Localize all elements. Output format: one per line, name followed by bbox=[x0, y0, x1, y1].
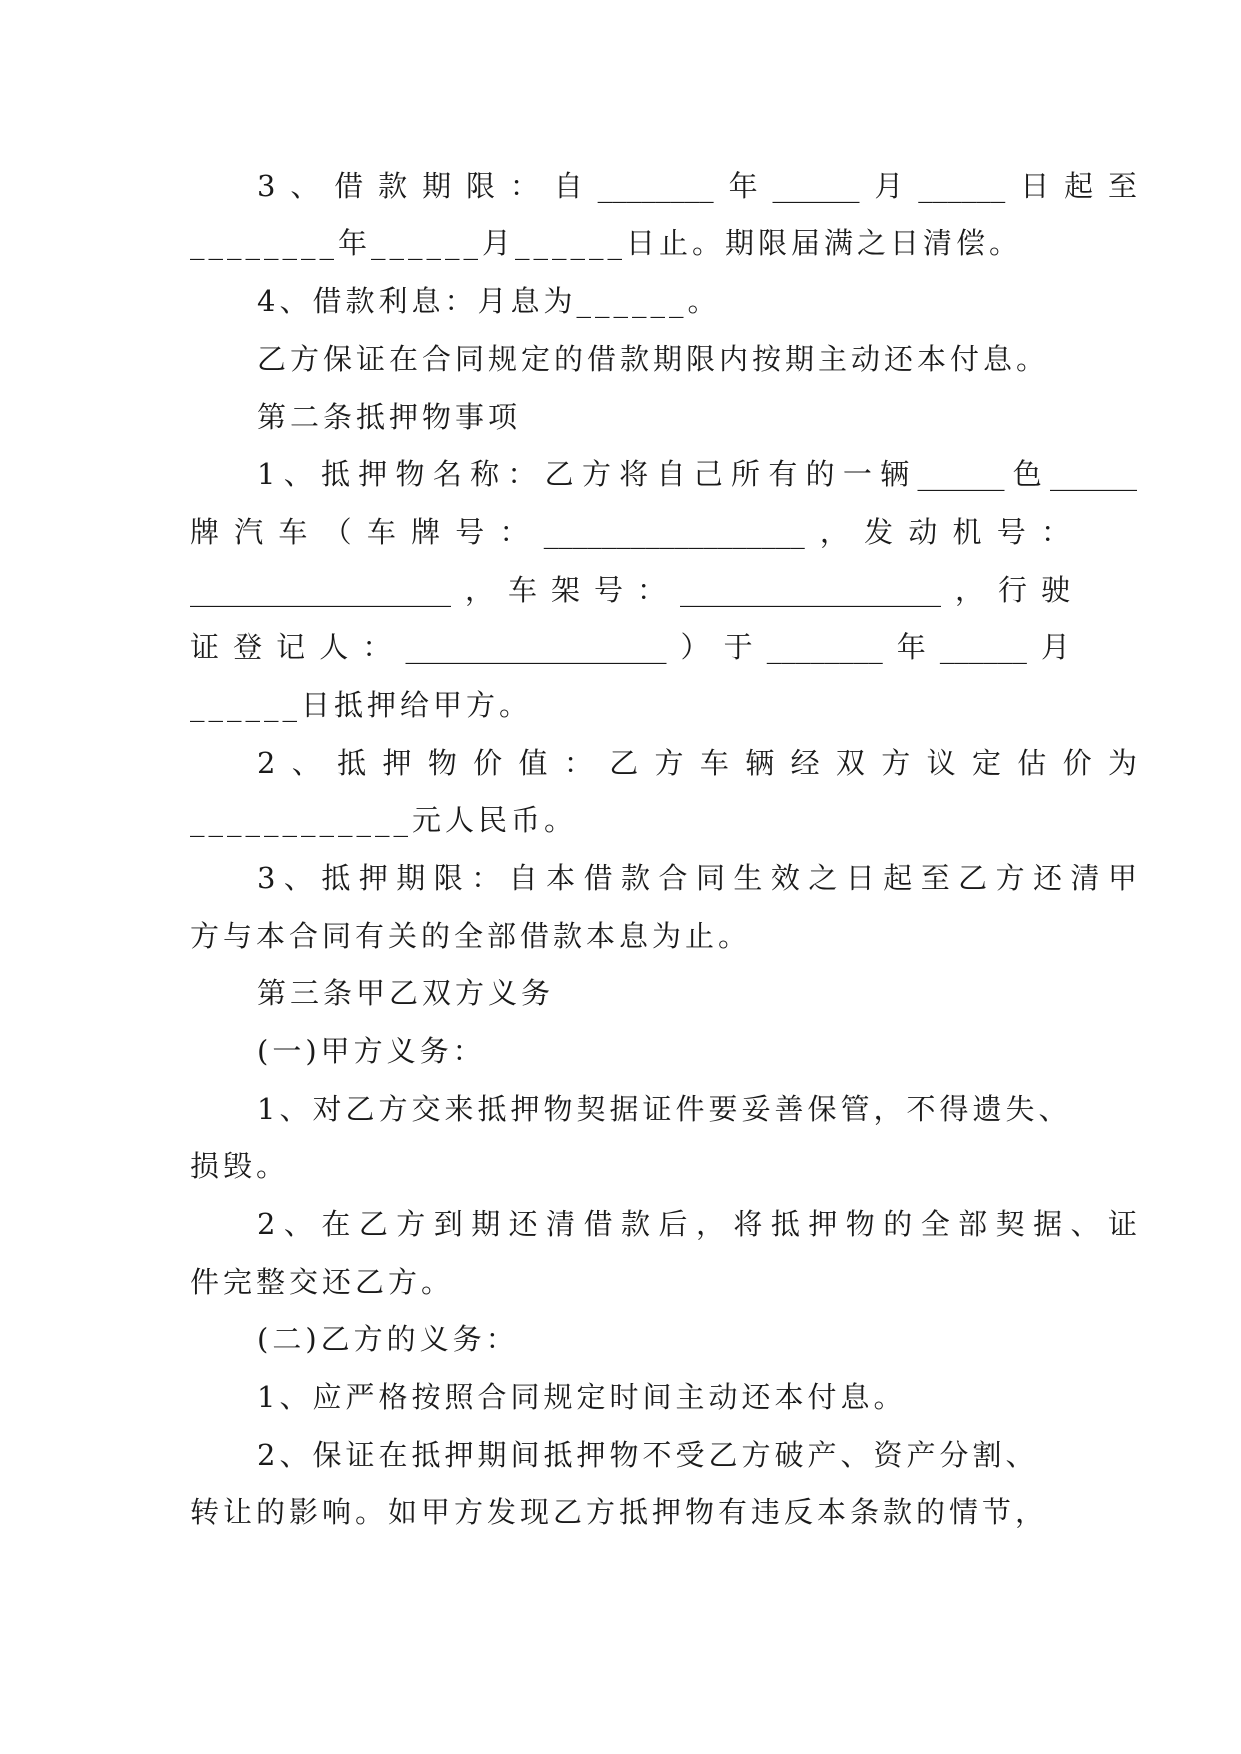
text-line: __________________，车架号：__________________，行驶 bbox=[190, 573, 1070, 607]
text-line: 1、应严格按照合同规定时间主动还本付息。 bbox=[257, 1380, 907, 1414]
section-heading: 第二条抵押物事项 bbox=[257, 400, 522, 434]
text-line: 方与本合同有关的全部借款本息为止。 bbox=[190, 919, 752, 953]
text-line: 2、保证在抵押期间抵押物不受乙方破产、资产分割、 bbox=[257, 1438, 1039, 1472]
text-line: 4、借款利息：月息为______。 bbox=[257, 284, 721, 318]
text-line: 1、对乙方交来抵押物契据证件要妥善保管，不得遗失、 bbox=[257, 1092, 1072, 1126]
text-line: 牌汽车（车牌号：__________________，发动机号： bbox=[190, 515, 1070, 549]
subsection-heading: (一)甲方义务： bbox=[257, 1034, 486, 1068]
subsection-heading: (二)乙方的义务： bbox=[257, 1322, 519, 1356]
text-line: ________年______月______日止。期限届满之日清偿。 bbox=[190, 226, 1023, 260]
text-line: 乙方保证在合同规定的借款期限内按期主动还本付息。 bbox=[257, 342, 1050, 376]
text-line: 2、抵押物价值：乙方车辆经双方议定估价为 bbox=[257, 746, 1137, 780]
text-line: 转让的影响。如甲方发现乙方抵押物有违反本条款的情节， bbox=[190, 1495, 1049, 1529]
section-heading: 第三条甲乙双方义务 bbox=[257, 976, 555, 1010]
text-line: ____________元人民币。 bbox=[190, 803, 578, 837]
text-line: 3、抵押期限：自本借款合同生效之日起至乙方还清甲 bbox=[257, 861, 1137, 895]
text-line: 1、抵押物名称：乙方将自己所有的一辆______色______ bbox=[257, 457, 1137, 491]
text-line: ______日抵押给甲方。 bbox=[190, 688, 533, 722]
text-line: 件完整交还乙方。 bbox=[190, 1265, 455, 1299]
text-line: 损毁。 bbox=[190, 1149, 290, 1183]
text-line: 证登记人：__________________）于________年______月 bbox=[190, 630, 1070, 664]
text-line: 2、在乙方到期还清借款后，将抵押物的全部契据、证 bbox=[257, 1207, 1137, 1241]
text-line: 3、借款期限：自________年______月______日起至 bbox=[257, 169, 1137, 203]
